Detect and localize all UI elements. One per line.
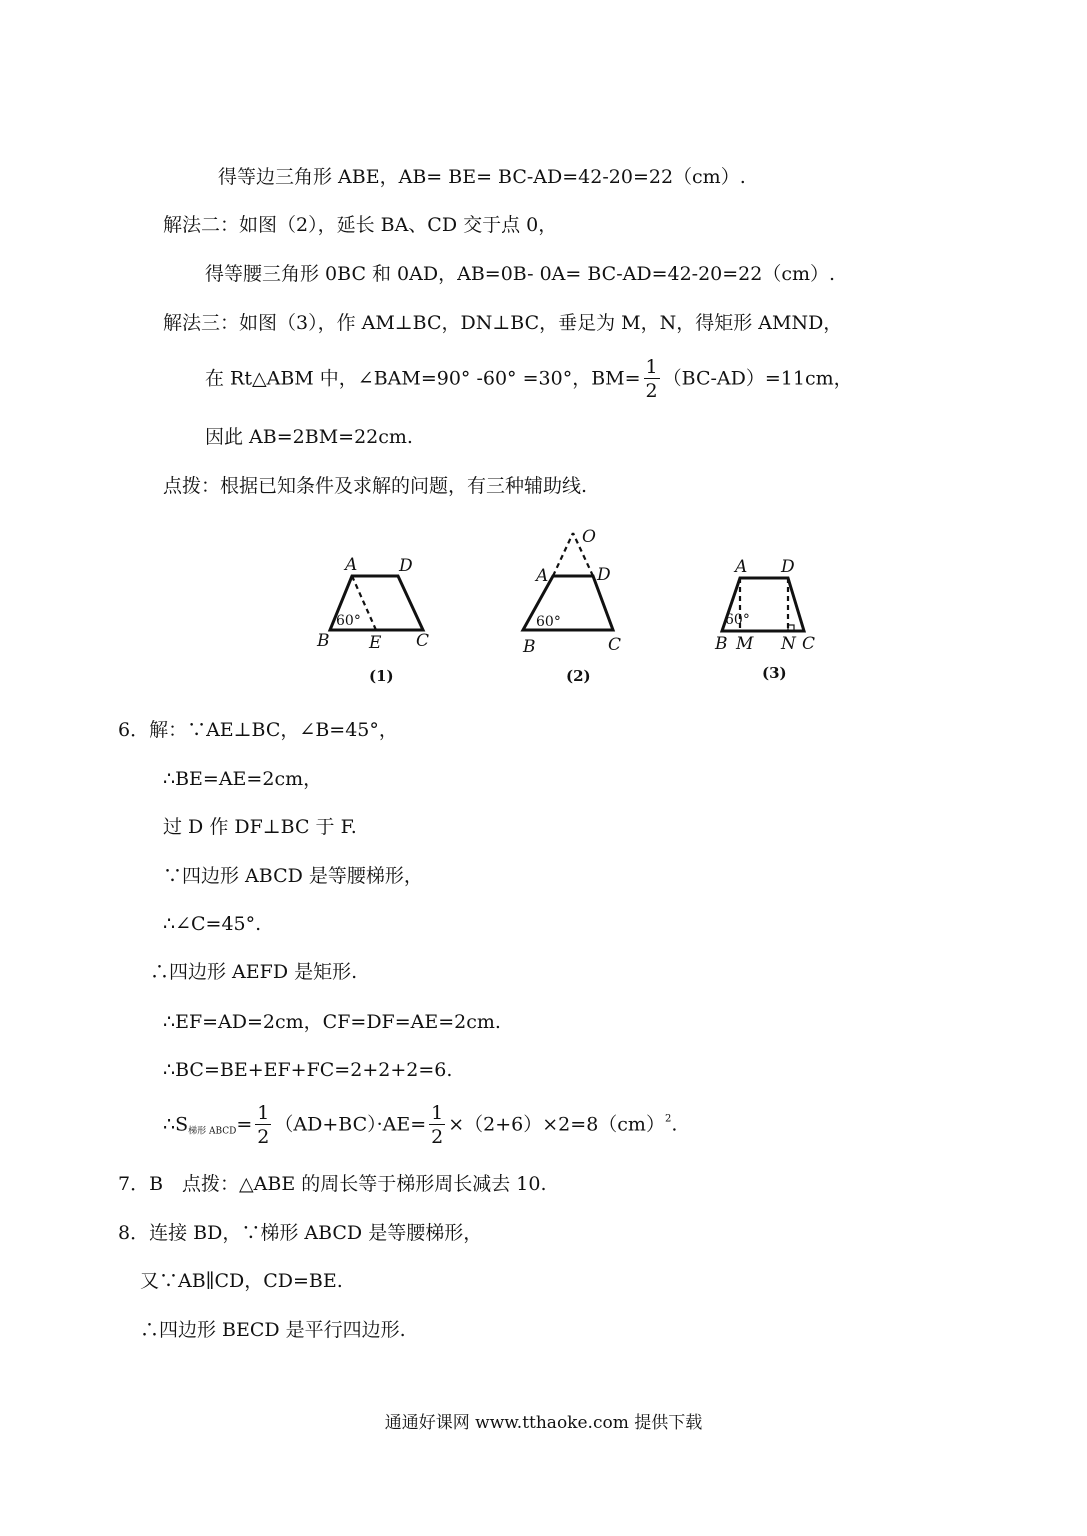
text-line: 又∵AB∥CD，CD=BE.	[140, 1270, 343, 1292]
text-line: 过 D 作 DF⊥BC 于 F.	[163, 816, 357, 838]
point-label-d: D	[399, 556, 413, 576]
fraction-numerator: 1	[257, 1102, 270, 1124]
fraction-denominator: 2	[431, 1126, 444, 1148]
formula-text: ×（2+6）×2=8（cm）	[448, 1113, 665, 1136]
fraction-denominator: 2	[257, 1126, 270, 1148]
text-line: 6．解：∵AE⊥BC，∠B=45°，	[118, 719, 398, 741]
text-line: 得等边三角形 ABE，AB= BE= BC-AD=42-20=22（cm）.	[218, 166, 746, 188]
point-label-o: O	[582, 527, 596, 547]
figure-caption: (1)	[369, 667, 394, 685]
text-line: 解法三：如图（3），作 AM⊥BC，DN⊥BC，垂足为 M，N，得矩形 AMND，	[163, 312, 843, 334]
point-label-b: B	[523, 637, 536, 657]
point-label-c: C	[802, 634, 816, 654]
point-label-d: D	[597, 565, 611, 585]
point-label-c: C	[608, 635, 622, 655]
fraction-half	[255, 1102, 271, 1149]
point-label-e: E	[369, 633, 382, 653]
text-line: 7．B 点拨：△ABE 的周长等于梯形周长减去 10.	[118, 1173, 547, 1195]
fraction-half	[429, 1102, 445, 1149]
text-line: ∴BE=AE=2cm，	[163, 768, 323, 790]
formula-subscript: 梯形 ABCD	[188, 1126, 237, 1137]
formula-text: 在 Rt△ABM 中，∠BAM=90° -60° =30°，BM=	[205, 367, 641, 390]
point-label-b: B	[317, 631, 330, 651]
formula-superscript: 2	[664, 1113, 672, 1125]
angle-label: 60°	[725, 612, 750, 628]
fraction-denominator: 2	[645, 380, 658, 402]
text-line: ∴∠C=45°.	[163, 913, 262, 935]
fraction-half	[644, 356, 660, 403]
angle-label: 60°	[536, 614, 561, 630]
fraction-numerator: 1	[645, 356, 658, 378]
text-line: 因此 AB=2BM=22cm.	[205, 426, 413, 448]
fraction-numerator: 1	[431, 1102, 444, 1124]
trapezoid-diagram-2	[515, 525, 645, 655]
text-line: 8．连接 BD，∵梯形 ABCD 是等腰梯形，	[118, 1222, 483, 1244]
formula-text: ∴S	[163, 1113, 189, 1136]
text-line: ∴四边形 BECD 是平行四边形.	[140, 1319, 406, 1341]
text-line: ∴四边形 AEFD 是矩形.	[150, 961, 358, 983]
point-label-n: N	[781, 634, 796, 654]
formula-text: .	[671, 1113, 678, 1136]
dashed-segment-ao	[553, 533, 573, 576]
angle-label: 60°	[336, 613, 361, 629]
formula-line	[163, 1102, 677, 1149]
page-footer: 通通好课网 www.tthaoke.com 提供下载	[384, 1413, 703, 1433]
figure-caption: (3)	[762, 664, 787, 682]
point-label-m: M	[736, 634, 754, 654]
figure-caption: (2)	[566, 667, 591, 685]
text-line: 解法二：如图（2），延长 BA、CD 交于点 0，	[163, 214, 558, 236]
point-label-a: A	[345, 555, 358, 575]
text-line: ∵四边形 ABCD 是等腰梯形，	[163, 865, 423, 887]
formula-text: （AD+BC）·AE=	[274, 1113, 427, 1136]
text-line: 点拨：根据已知条件及求解的问题，有三种辅助线.	[163, 475, 588, 497]
point-label-d: D	[781, 557, 795, 577]
text-line: 得等腰三角形 0BC 和 0AD，AB=0B- 0A= BC-AD=42-20=22（cm）.	[205, 263, 836, 285]
text-line: ∴BC=BE+EF+FC=2+2+2=6.	[163, 1059, 453, 1081]
formula-text: （BC-AD）=11cm，	[662, 367, 853, 390]
formula-line	[205, 356, 853, 403]
point-label-c: C	[416, 631, 430, 651]
point-label-a: A	[536, 566, 549, 586]
point-label-a: A	[735, 557, 748, 577]
point-label-b: B	[715, 634, 728, 654]
formula-text: =	[236, 1113, 253, 1136]
text-line: ∴EF=AD=2cm，CF=DF=AE=2cm.	[163, 1011, 501, 1033]
